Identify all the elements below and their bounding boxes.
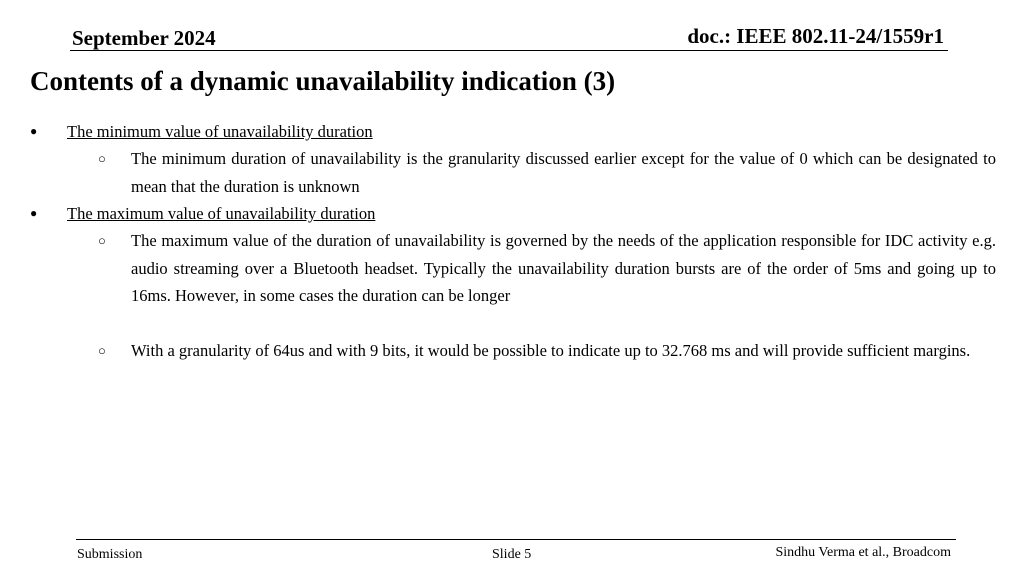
bullet-dot-icon: ● xyxy=(30,124,38,138)
header-date: September 2024 xyxy=(72,26,216,50)
bullet-dot-icon: ● xyxy=(30,206,38,220)
footer-rule xyxy=(76,539,956,540)
footer-slide-number: Slide 5 xyxy=(492,547,532,562)
header-doc-id: doc.: IEEE 802.11-24/1559r1 xyxy=(687,24,944,48)
sub-bullet-circle-icon: ○ xyxy=(98,233,106,248)
bullet-1-heading: The minimum value of unavailability duration xyxy=(67,122,373,141)
sub-bullet-circle-icon: ○ xyxy=(98,151,106,166)
sub-bullet-circle-icon: ○ xyxy=(98,343,106,358)
bullet-2-sub-2: With a granularity of 64us and with 9 bits, it would be possible to indicate up to 32.768 ms and will provide sufficient margins. xyxy=(131,341,971,360)
footer-submission: Submission xyxy=(77,547,143,562)
slide-title: Contents of a dynamic unavailability indication (3) xyxy=(30,66,616,96)
bullet-2-sub-1: The maximum value of the duration of unavailability is governed by the needs of the application responsible for IDC activity e.g. audio streaming over a Bluetooth headset. Typically the unavailability duration bursts are of the order of 5ms and going up to 16ms. However, in some cases the duration can be longer xyxy=(131,231,996,305)
bullet-1-sub-1: The minimum duration of unavailability is the granularity discussed earlier except for the value of 0 which can be designated to mean that the duration is unknown xyxy=(131,149,996,196)
header-rule xyxy=(70,50,948,51)
bullet-2-heading: The maximum value of unavailability duration xyxy=(67,204,376,223)
footer-author: Sindhu Verma et al., Broadcom xyxy=(775,545,951,560)
